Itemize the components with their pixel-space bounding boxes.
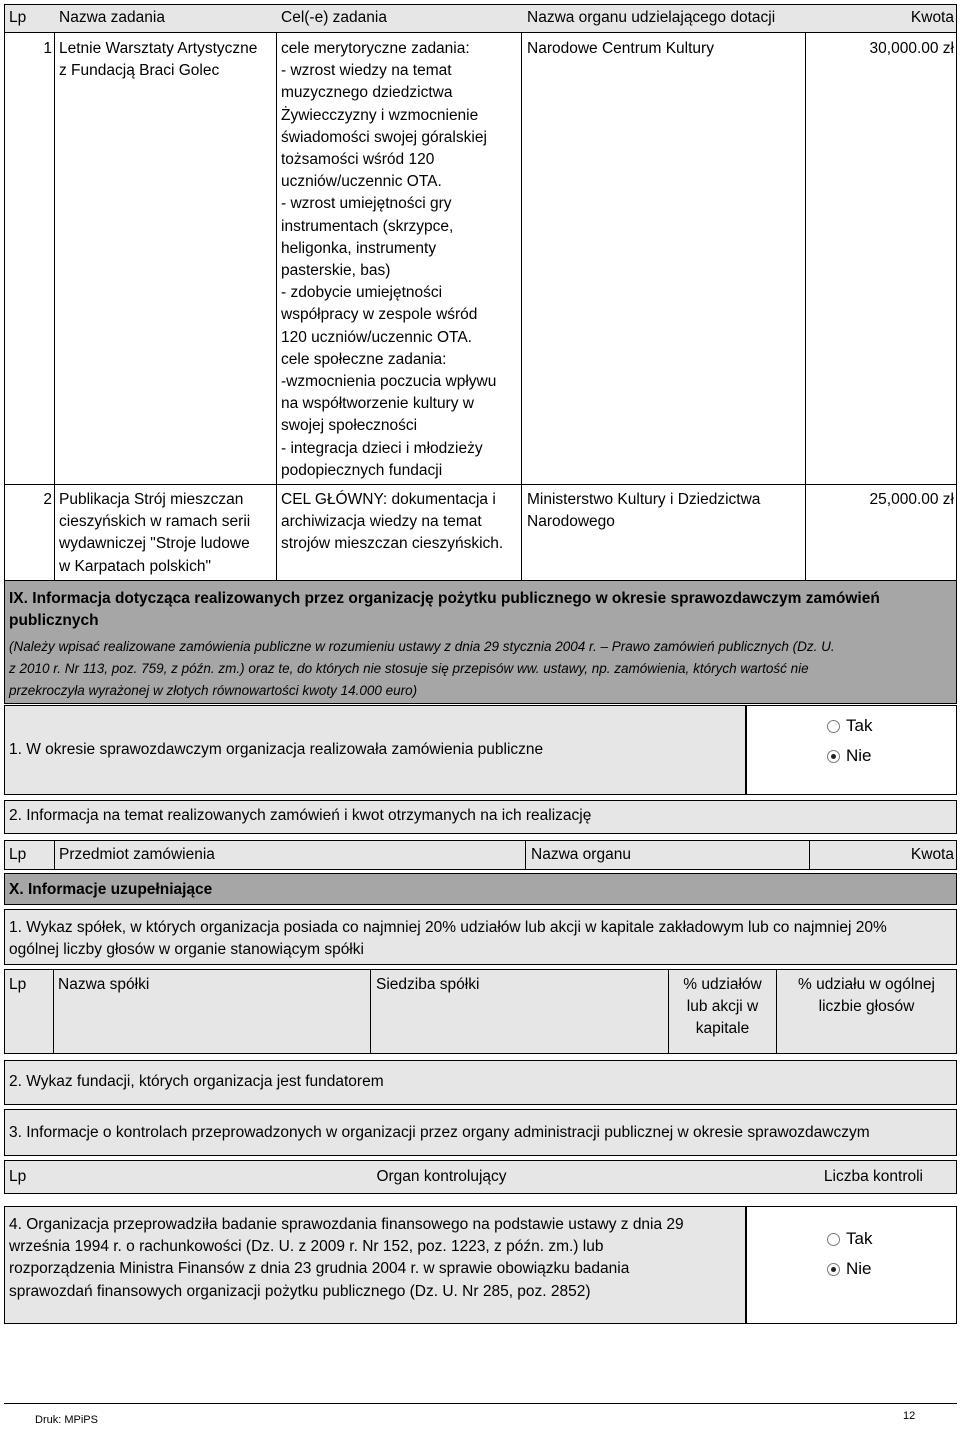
radio-label: Tak: [846, 1229, 873, 1248]
section-x-q3-label: 3. Informacje o kontrolach przeprowadzonych w organizacji przez organy administracji publicznej w okresie sprawozdawczym: [9, 1124, 870, 1141]
section-ix-note: przekroczyła wyrażonej w złotych równowartości kwoty 14.000 euro): [9, 683, 418, 698]
footer-page-number: 12: [903, 1410, 916, 1422]
section-ix-title: IX. Informacja dotycząca realizowanych przez organizację pożytku publicznego w okresie sprawozdawczym zamówień publicznych: [9, 590, 880, 630]
header-task-name: Nazwa zadania: [59, 9, 165, 26]
header-lp: Lp: [9, 9, 27, 26]
col-divider: [805, 33, 806, 580]
table-row-task-goal: cele merytoryczne zadania: - wzrost wiedzy na temat muzycznego dziedzictwa Żywiecczyzny i wzmocnienie świadomości swojej góralskiej tożsamości wśród 120 uczniów/uczennic OTA. - wzrost umiejętności gry instrumentach (skrzypce, heligonka, instrumenty pasterskie, bas) - zdobycie umiejętności współpracy w zespole wśród 120 uczniów/uczennic OTA. cele społeczne zadania: -wzmocnienia poczucia wpływu na współtworzenie kultury w swojej społeczności - integracja dzieci i młodzieży podopiecznych fundacji: [281, 40, 497, 479]
controls-header-organ: Organ kontrolujący: [376, 1168, 507, 1185]
col-divider: [54, 840, 55, 870]
orders-header-subject: Przedmiot zamówienia: [59, 846, 215, 863]
radio-label: Nie: [846, 746, 872, 765]
table-row-task-name: Publikacja Strój mieszczan cieszyńskich w ramach serii wydawniczej "Stroje ludowe w Karpatach polskich": [59, 491, 251, 575]
table-row-lp: 1: [43, 40, 52, 57]
radio-tak[interactable]: [827, 1229, 872, 1249]
row-divider: [4, 484, 957, 485]
radio-tak[interactable]: [827, 716, 872, 736]
table-row-amount: 30,000.00 zł: [869, 40, 954, 57]
orders-header-lp: Lp: [9, 846, 27, 863]
col-divider: [53, 969, 54, 1054]
header-amount: Kwota: [910, 9, 954, 26]
section-x-q4-label: 4. Organizacja przeprowadziła badanie sprawozdania finansowego na podstawie ustawy z dnia 29 września 1994 r. o rachunkowości (Dz. U. z 2009 r. Nr 152, poz. 1223, z późn. zm.) lub rozporządzenia Ministra Finansów z dnia 23 grudnia 2004 r. w sprawie obowiązku badania sprawozdań finansowych organizacji pożytku publicznego (Dz. U. Nr 285, poz. 2852): [9, 1216, 684, 1300]
header-grant-org: Nazwa organu udzielającego dotacji: [527, 9, 776, 26]
radio-button-selected-icon: [827, 750, 840, 763]
companies-header-votes: % udziału w ogólnej liczbie głosów: [797, 976, 935, 1016]
col-divider: [54, 33, 55, 580]
col-divider: [809, 840, 810, 870]
section-x-title: X. Informacje uzupełniające: [9, 881, 213, 898]
col-divider: [525, 840, 526, 870]
table-row-amount: 25,000.00 zł: [869, 491, 954, 508]
companies-header-shares: % udziałów lub akcji w kapitale: [683, 976, 762, 1038]
section-ix-q2-label: 2. Informacja na temat realizowanych zamówień i kwot otrzymanych na ich realizację: [9, 807, 592, 824]
companies-header-name: Nazwa spółki: [58, 976, 150, 993]
col-divider: [4, 4, 5, 580]
orders-header-amount: Kwota: [910, 846, 954, 863]
table-row-task-goal: CEL GŁÓWNY: dokumentacja i archiwizacja wiedzy na temat strojów mieszczan cieszyńskich.: [281, 491, 504, 553]
footer-print-label: Druk: MPiPS: [35, 1414, 98, 1426]
header-task-goal: Cel(-e) zadania: [281, 9, 387, 26]
radio-button-icon: [827, 720, 840, 733]
radio-button-selected-icon: [827, 1263, 840, 1276]
radio-label: Tak: [846, 716, 873, 735]
section-ix-note: (Należy wpisać realizowane zamówienia publiczne w rozumieniu ustawy z dnia 29 stycznia 2004 r. – Prawo zamówień publicznych (Dz. U.: [9, 639, 835, 654]
table-row-grant-org: Narodowe Centrum Kultury: [527, 40, 714, 57]
col-divider: [276, 33, 277, 580]
radio-nie[interactable]: [827, 1259, 872, 1279]
col-divider: [370, 969, 371, 1054]
section-x-q2-label: 2. Wykaz fundacji, których organizacja jest fundatorem: [9, 1073, 384, 1090]
section-ix-note: z 2010 r. Nr 113, poz. 759, z późn. zm.) oraz te, do których nie stosuje się przepisów ww. ustawy, np. zamówienia, których wartość nie: [9, 661, 809, 676]
table-row-lp: 2: [43, 491, 52, 508]
companies-header-lp: Lp: [9, 976, 27, 993]
col-divider: [956, 4, 957, 580]
orders-header-org: Nazwa organu: [531, 846, 631, 863]
footer-rule: [4, 1403, 957, 1404]
controls-header-lp: Lp: [9, 1168, 27, 1185]
section-x-q1-label: 1. Wykaz spółek, w których organizacja posiada co najmniej 20% udziałów lub akcji w kapitale zakładowym lub co najmniej 20% ogólnej liczby głosów w organie stanowiącym spółki: [9, 919, 887, 959]
radio-label: Nie: [846, 1259, 872, 1278]
col-divider: [521, 33, 522, 580]
radio-button-icon: [827, 1233, 840, 1246]
controls-header-count: Liczba kontroli: [823, 1168, 923, 1185]
table-row-task-name: Letnie Warsztaty Artystyczne z Fundacją Braci Golec: [59, 40, 258, 80]
section-ix-q1-label: 1. W okresie sprawozdawczym organizacja realizowała zamówienia publiczne: [9, 741, 544, 758]
companies-header-seat: Siedziba spółki: [376, 976, 480, 993]
table-row-grant-org: Ministerstwo Kultury i Dziedzictwa Narodowego: [527, 491, 761, 531]
radio-nie[interactable]: [827, 746, 872, 766]
